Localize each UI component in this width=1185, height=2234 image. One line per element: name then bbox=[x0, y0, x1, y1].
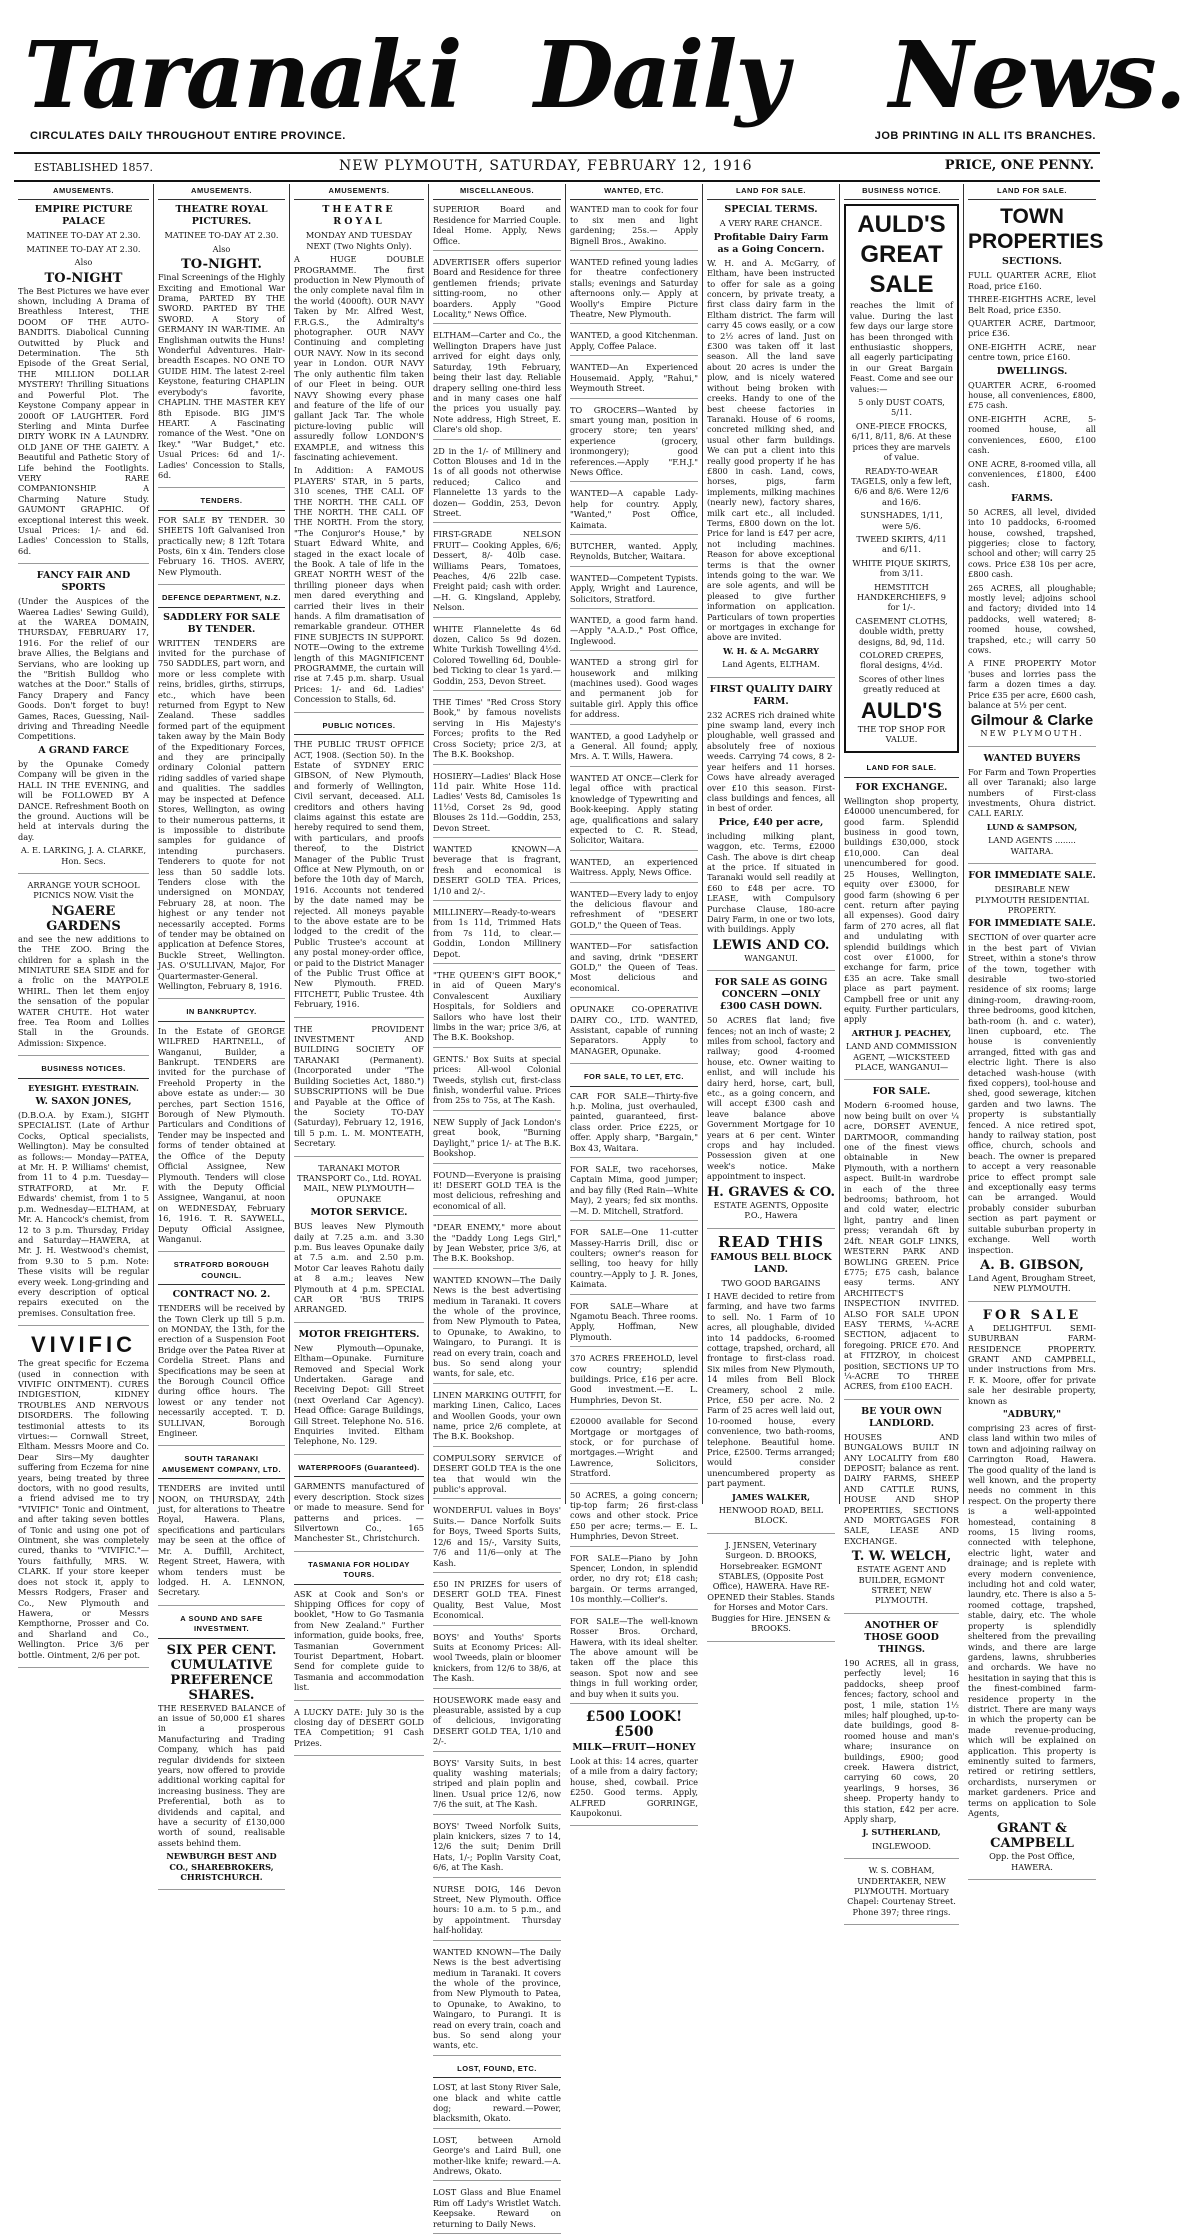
ad-good-things bbox=[844, 1620, 959, 1859]
wanted-item: WANTED a strong girl for housework and milking (machines used). Good wages and permanent job for suitable girl. Apply this office for address. bbox=[570, 657, 698, 724]
ad-line: Also bbox=[212, 243, 231, 254]
classified-item: 2D in the 1/- of Millinery and Cotton Blouses and 1d in the 1s of all goods not otherwise reduced; Calico and Flannelette 13 yards to the dozen— Goddin, 253, Devon Street. bbox=[433, 446, 561, 524]
masthead-title-word-1: Taranaki bbox=[24, 21, 461, 129]
ad-body: THE PROVIDENT INVESTMENT AND BUILDING SOCIETY OF TARANAKI (Permanent). (Incorporated under "The Building Societies Act, 1880.") SUBSCRIPTIONS will be Due and Payable at the Office of the Society TO-DAY (Saturday), February 12, 1916, till 5 p.m. L. M. MONTEATH, Secretary. bbox=[294, 1023, 424, 1149]
ad-title: SIX PER CENT. CUMULATIVE PREFERENCE SHARES. bbox=[166, 1642, 277, 1703]
wanted-item: BUTCHER, wanted. Apply, Reynolds, Butcher, Waitara. bbox=[570, 541, 698, 567]
ad-fancy-fair bbox=[18, 570, 149, 874]
ad-signature: A. B. GIBSON, bbox=[980, 1257, 1084, 1273]
classified-item: ADVERTISER offers superior Board and Residence for three gentlemen friends; private sitting-room, no other boarders. Apply "Good Locality," News Office. bbox=[433, 257, 561, 324]
ad-tender-iron bbox=[158, 515, 285, 585]
property-item: QUARTER ACRE, 6-roomed house, all conveniences, £800, £75 cash. bbox=[968, 379, 1096, 411]
ad-body: A DELIGHTFUL SEMI-SUBURBAN FARM-RESIDENCE PROPERTY. GRANT AND CAMPBELL, under instructions from Mrs. F. K. Moore, offer for private sale her desirable property, known as bbox=[968, 1322, 1096, 1406]
ad-line: MATINEE TO-DAY AT 2.30. bbox=[26, 243, 141, 254]
classified-item: HOSIERY—Ladies' Black Hose 11d pair. White Hose 11d. Ladies' Vests 8d, Camisoles 1s 11½d, Corset 2s 9d, good Blouses 2s 11d.—Goddin, 253, Devon Street. bbox=[433, 771, 561, 838]
ad-signature-line: LAND AGENTS ........ WAITARA. bbox=[988, 835, 1076, 856]
ad-body: J. JENSEN, Veterinary Surgeon. D. BROOKS, Horsebreaker. EGMONT STABLES, (Opposite Post Office), HAWERA. Have RE-OPENED their Stables. Stands for Horses and Motor Cars. Buggies for Hire. JENSEN & BROOKS. bbox=[707, 1539, 835, 1634]
ad-tag: EYESIGHT. EYESTRAIN. bbox=[28, 1082, 139, 1093]
for-sale-item: CAR FOR SALE—Thirty-five h.p. Molina, just overhauled, painted, guaranteed, first-class order. Price £225, or offer. Apply sharp, "Bargain," Box 43, Waitara. bbox=[570, 1091, 698, 1158]
ad-body: 190 ACRES, all in grass, perfectly level; 16 paddocks, sheep proof fences; factory, school and post, 1 mile, station 1½ miles; half ploughed, up-to-date buildings, good 8-roomed house and man's whare; insurance on buildings, £900; good creek. Hawera district, carrying 60 cows, 20 yearlings, 9 horses, 36 sheep. Property handy to this station, £42 per acre. Apply sharp, bbox=[844, 1657, 959, 1824]
ad-going-concern bbox=[707, 977, 835, 1228]
classified-item: WANTED KNOWN—The Daily News is the best advertising medium in Taranaki. It covers the whole of the province, from New Plymouth to Patea, to Opunake, to Awakino, to Waingaro, to Purangi. It is read on every train, coach and bus. So send along your wants, for sale, etc. bbox=[433, 1275, 561, 1384]
ad-body: THE PUBLIC TRUST OFFICE ACT, 1908. (Section 50). In the Estate of SYDNEY ERIC GIBSON, of New Plymouth, and formerly of Wellington, Civil servant, deceased. ALL creditors and others having claims against this estate are hereby required to send them, with particulars, and proofs thereof, to the District Manager of the Public Trust Office at New Plymouth, on or before the 10th day of March, 1916. Accounts not tendered by the date named may be rejected. All moneys payable to the above estate are to be lodged to the credit of the Public Trustee's account at any postal money-order office, or paid to the District Manager of the Public Trust Office at New Plymouth. FRED. FITCHETT, Public Trustee. 4th February, 1916. bbox=[294, 739, 424, 1010]
ad-line: Also bbox=[74, 257, 93, 268]
classified-item: NURSE DOIG, 146 Devon Street, New Plymouth. Office hours: 10 a.m. to 5 p.m., and by appointment. Thursday half-holiday. bbox=[433, 1884, 561, 1941]
ad-subtitle: A GRAND FARCE bbox=[38, 744, 129, 756]
ad-signature: J. SUTHERLAND, bbox=[862, 1827, 941, 1838]
classified-item: COMPULSORY SERVICE of DESERT GOLD TEA is the one tea that would win the public's approval. bbox=[433, 1453, 561, 1500]
ad-body: TENDERS will be received by the Town Clerk up till 5 p.m. on MONDAY, the 13th, for the erection of a Suspension Foot Bridge over the Patea River at Cordelia Street. Plans and Specifications may be seen at the Borough Council Office during office hours. The lowest or any tender not necessarily accepted. T. D. SULLIVAN, Borough Engineer. bbox=[158, 1303, 285, 1439]
column-2 bbox=[154, 184, 290, 1883]
ad-signature: LEWIS AND CO. bbox=[712, 937, 830, 953]
ad-title: AULD'S GREAT SALE bbox=[857, 211, 946, 299]
column-heading: WANTED, ETC. bbox=[570, 184, 698, 200]
ad-line: MONDAY AND TUESDAY NEXT (Two Nights Only). bbox=[305, 230, 413, 251]
ad-subtitle: FAMOUS BELL BLOCK LAND. bbox=[710, 1251, 832, 1275]
for-sale-item: 370 ACRES FREEHOLD, level cow country; splendid buildings. Price, £16 per acre. Good investment.—E. L. Humphries, Devon St. bbox=[570, 1353, 698, 1410]
classified-item: THE Times' "Red Cross Story Book," by famous novelists serving in His Majesty's Forces; profits to the Red Cross Society; price 2/3, at The B.K. Bookshop. bbox=[433, 697, 561, 764]
ad-body: I HAVE decided to retire from farming, and have two farms to sell. No. 1 Farm of 10 acres, all ploughable, divided into 14 paddocks, 6-roomed cottage, trapshed, orchard, all frontage to first-class road. Six miles from New Plymouth, 14 miles from Bell Block Creamery, school 2 mile. Price, £50 per acre. No. 2 Farm of 25 acres well laid out, 10-roomed house, every convenience, two bath-rooms, telephone. Beautiful home. Price, £2500. Terms arranged; would consider unencumbered property as part payment. bbox=[707, 1290, 835, 1489]
ad-motor-freighters bbox=[294, 1329, 424, 1455]
property-item: QUARTER ACRE, Dartmoor, price £36. bbox=[968, 318, 1096, 339]
ad-title: BE YOUR OWN LANDLORD. bbox=[861, 1405, 942, 1429]
for-sale-list bbox=[570, 1091, 698, 1704]
ad-tag: TWO GOOD BARGAINS bbox=[721, 1277, 821, 1288]
column-3 bbox=[290, 184, 429, 1748]
classified-item: LINEN MARKING OUTFIT, for marking Linen, Calico, Laces and Woollen Goods, your own name, price 2/6 complete, at The B.K. Bookshop. bbox=[433, 1390, 561, 1447]
ad-line: ARRANGE YOUR SCHOOL PICNICS NOW. Visit the bbox=[27, 879, 140, 901]
ad-theatre-royal bbox=[294, 204, 424, 712]
ad-title: FOR SALE bbox=[982, 1307, 1082, 1323]
wanted-item: WANTED, a good Ladyhelp or a General. All found; apply, Mrs. A. T. Wills, Hawera. bbox=[570, 731, 698, 767]
ad-body: HOUSES AND BUNGALOWS BUILT IN ANY LOCALITY from £80 DEPOSIT; balance as rent. DAIRY FARMS, SHEEP AND CATTLE RUNS, HOUSE AND SHOP PROPERTIES, SECTIONS AND MORTGAGES FOR SALE, LEASE AND EXCHANGE. bbox=[844, 1431, 959, 1546]
for-sale-item: FOR SALE—Whare at Ngamotu Beach. Three rooms. Apply, Hoffman, New Plymouth. bbox=[570, 1301, 698, 1348]
ad-lucky-date bbox=[294, 1707, 424, 1757]
ad-title: THEATRE ROYAL PICTURES. bbox=[175, 204, 268, 228]
for-sale-item: £20000 available for Second Mortgage or mortgages of stock, or for purchase of mortgages.—Wright and Lawrence, Solicitors, Stratford. bbox=[570, 1416, 698, 1483]
ad-subtitle: SECTIONS. bbox=[1002, 256, 1062, 268]
column-heading: MISCELLANEOUS. bbox=[433, 184, 561, 200]
ad-body: ASK at Cook and Son's or Shipping Offices for copy of booklet, "How to Go Tasmania from New Zealand." Further information, guide books, free, Tasmanian Government Tourist Department, Hobart. Send for complete guide to Tasmania and accommodation list. bbox=[294, 1588, 424, 1693]
ad-body: Modern 6-roomed house, now being built on over ¼ acre, DORSET AVENUE, DARTMOOR, commanding one of the finest views obtainable in New Plymouth, with a northern aspect. Built-in wardrobe in each of the three bedrooms; bathroom, hot and cold water, electric light, pantry and linen press; verandah 6ft by 24ft. NEAR GOLF LINKS, WESTERN PARK AND BOWLING GREEN. Price £775; £75 cash, balance easy terms. ANY ARCHITECT'S INSPECTION INVITED. ALSO FOR SALE UPON EASY TERMS, ¼-ACRE SECTION, adjacent to foregoing. PRICE £70. And at FITZROY, in choicest position, SECTIONS UP TO ¼-ACRE TO THREE ACRES, from £100 EACH. bbox=[844, 1100, 959, 1392]
section-heading: WATERPROOFS (Guaranteed). bbox=[294, 1461, 424, 1477]
ad-body: New Plymouth—Opunake, Eltham—Opunake. Furniture Removed and Special Work Undertaken. Garage and Receiving Depot: Gill Street (next Overland Car Agency). Head Office: Garage Buildings, Gill Street. Telephone No. 516. Enquiries invited. Eltham Telephone, No. 129. bbox=[294, 1342, 424, 1447]
ad-signature: T. W. WELCH, bbox=[851, 1549, 952, 1565]
lost-found-item: LOST Glass and Blue Enamel Rim off Lady's Wristlet Watch. Keepsake. Reward on returning to Daily News. bbox=[433, 2187, 561, 2234]
sale-item: CASEMENT CLOTHS, double width, pretty designs, 8d, 9d, 11d. bbox=[855, 615, 948, 647]
for-sale-item: 50 ACRES, a going concern; tip-top farm; 26 first-class cows and other stock. Price £50 per acre; terms.— E. L. Humphries, Devon Street. bbox=[570, 1490, 698, 1547]
ad-line: A VERY RARE CHANCE. bbox=[719, 218, 823, 229]
wanted-item: WANTED—A capable Lady-help for country. Apply, "Wanted," Post Office, Kaimata. bbox=[570, 488, 698, 535]
ad-body: Final Screenings of the Highly Exciting and Emotional War Drama, PARTED BY THE SWORD. PARTED BY THE SWORD. A Story of GERMANY IN WAR-TIME. An Englishman outwits the Huns! Wonderful Adventures. Hair-breadth Escapes. NO ONE TO GUIDE HIM. The latest 2-reel Keystone, featuring CHAPLIN everybody's favorite, CHAPLIN. THE MASTER KEY 8th Episode. BIG JIM'S HEART. A Fascinating romance of the West. "One on Ikey." "War Budget," etc. Usual Prices: 6d and 1/-. Ladies' Concession to Stalls, 6d. bbox=[158, 272, 285, 480]
sale-item-list bbox=[850, 397, 953, 671]
ad-body: THE RESERVED BALANCE of an issue of 50,000 £1 shares in a prosperous Manufacturing and Trading Company, which has paid regular dividends for sixteen years, now offered to provide additional working capital for increasing business. They are Preferential, both as to dividends and capital, and have a security of £130,000 worth of sound, realisable assets behind them. bbox=[158, 1702, 285, 1848]
column-heading: BUSINESS NOTICE. bbox=[844, 184, 959, 200]
ad-theatre-royal-pictures bbox=[158, 204, 285, 488]
sale-item: COLORED CREPES, floral designs, 4½d. bbox=[859, 650, 944, 671]
classified-item: WHITE Flannelette 4s 6d dozen, Calico 5s 9d dozen. White Turkish Towelling 4½d. Colored Towelling 6d, Double-bed Ticking to clear 1s yard.— Goddin, 253, Devon Street. bbox=[433, 624, 561, 691]
ad-line: TARANAKI MOTOR TRANSPORT Co., Ltd. ROYAL MAIL, NEW PLYMOUTH—OPUNAKE bbox=[297, 1162, 421, 1204]
column-heading: AMUSEMENTS. bbox=[158, 184, 285, 200]
section-heading: FOR SALE, TO LET, ETC. bbox=[570, 1070, 698, 1086]
ad-title: VIVIFIC bbox=[30, 1332, 136, 1358]
for-sale-item: FOR SALE—Piano by John Spencer, London, in splendid order, no dry rot; £18 cash; bargain. Or terms arranged, 10s monthly.—Collier's. bbox=[570, 1553, 698, 1610]
ad-mcgarry bbox=[707, 204, 835, 677]
section-heading: SOUTH TARANAKI AMUSEMENT COMPANY, LTD. bbox=[158, 1452, 285, 1479]
property-item: ONE-EIGHTH ACRE, 5-roomed house, all conveniences, £600, £100 cash. bbox=[968, 413, 1096, 456]
column-5 bbox=[566, 184, 703, 1818]
ad-signature-line: NEW PLYMOUTH. bbox=[980, 728, 1084, 739]
classified-item: SUPERIOR Board and Residence for Married Couple. Ideal Home. Apply, News Office. bbox=[433, 204, 561, 251]
wanted-list bbox=[570, 204, 698, 998]
ad-tasmania bbox=[294, 1589, 424, 1701]
ad-title: CONTRACT NO. 2. bbox=[172, 1289, 271, 1301]
ad-signature: W. H. & A. McGARRY bbox=[723, 645, 819, 656]
ad-waterproofs bbox=[294, 1481, 424, 1551]
ad-title: FOR SALE. bbox=[872, 1086, 931, 1098]
ad-body: A HUGE DOUBLE PROGRAMME. The first production in New Plymouth of the only complete naval film in the world (4000ft). OUR NAVY Taken by Mr. Alfred West, F.R.G.S., the Admiralty's photographer. OUR NAVY Continuing and completing OUR NAVY. Now in its second year in London. OUR NAVY The only authentic film taken of our Fleet in being. OUR NAVY Showing every phase and feature of the life of our gallant Jack Tar. The whole picture-loving public will assuredly follow LONDON'S EXAMPLE, and witness this fascinating achievement. bbox=[294, 254, 424, 462]
wanted-item: WANTED—Competent Typists. Apply, Wright and Laurence, Solicitors, Stratford. bbox=[570, 573, 698, 609]
ad-ngaere-gardens bbox=[18, 880, 149, 1056]
ad-signature-line: WANGANUI. bbox=[744, 952, 798, 963]
ad-subtitle: FOR IMMEDIATE SALE. bbox=[968, 918, 1096, 930]
section-heading: LAND FOR SALE. bbox=[844, 761, 959, 777]
classified-item: FOUND—Everyone is praising it! DESERT GOLD TEA is the most delicious, refreshing and economical of all. bbox=[433, 1170, 561, 1217]
wanted-item: WANTED, a good farm hand.—Apply "A.A.D.," Post Office, Inglewood. bbox=[570, 615, 698, 651]
column-heading: LAND FOR SALE. bbox=[707, 184, 835, 200]
section-heading: A SOUND AND SAFE INVESTMENT. bbox=[158, 1612, 285, 1639]
ad-egmont-stables bbox=[707, 1540, 835, 1642]
ad-body: including milking plant, waggon, etc. Terms, £2000 Cash. The above is dirt cheap at the price. If situated in Taranaki would sell readily at £60 to £48 per acre. TO LEASE, with Compulsory Purchase Clause, 180-acre Dairy Farm, in one or two lots, with buildings. Apply bbox=[707, 830, 835, 935]
dateline bbox=[14, 158, 1100, 180]
ad-body: For Farm and Town Properties all over Taranaki; also large numbers of First-class investments, Ohura district. CALL EARLY. bbox=[968, 766, 1096, 819]
property-item: ONE-EIGHTH ACRE, near centre town, price £160. bbox=[968, 341, 1096, 363]
price: PRICE, ONE PENNY. bbox=[944, 158, 1094, 173]
ad-empire-picture-palace bbox=[18, 204, 149, 564]
wanted-item: WANTED, a good Kitchenman. Apply, Coffee Palace. bbox=[570, 330, 698, 356]
section-heading: DEFENCE DEPARTMENT, N.Z. bbox=[158, 591, 285, 607]
ad-subtitle: DWELLINGS. bbox=[996, 365, 1068, 377]
ad-cobham bbox=[844, 1865, 959, 1925]
ad-signature-line: Opp. the Post Office, HAWERA. bbox=[989, 1851, 1075, 1872]
column-heading: LAND FOR SALE. bbox=[968, 184, 1096, 200]
ad-body: (D.B.O.A. by Exam.), SIGHT SPECIALIST. (Late of Arthur Cocks, Optical specialists, Wellington). May be consulted as follows:— Monday—PATEA, at Mr. H. P. Williams' chemist, from 11 to 4 p.m. Tuesday—STRATFORD, at Mr. F. Edwards' chemist, from 1 to 5 p.m. Wednesday—ELTHAM, at Mr. A. Hancock's chemist, from 12 to 3 p.m. Thursday, Friday and Saturday—HAWERA, at Mr. J. H. Westwood's chemist, from 9.30 to 5 p.m. Note: These visits will be regular every week. Long-grinding and every description of optical repairs executed on the premises. Consultation free. bbox=[18, 1110, 149, 1318]
ad-body: GARMENTS manufactured of every description. Stock sizes or made to measure. Send for patterns and prices. —Silvertown Co., 165 Manchester St., Christchurch. bbox=[294, 1481, 424, 1544]
ad-signature-line: ESTATE AGENTS, Opposite P.O., Hawera bbox=[713, 1199, 829, 1221]
ad-body: comprising 23 acres of first-class land within two miles of town and adjoining railway on Carrington Road, Hawera. The good quality of the land is well known, and the property needs no comment in this respect. On the property there is a well-appointed homestead, containing 8 rooms, 15 living rooms, connected with telephone, electric light, water and drainage; and is replete with every modern convenience, including hot and cold water, laundry, etc. There is also a 5-roomed cottage, trapshed, stable, dairy, etc. The whole property is splendidly sheltered from the prevailing winds, and there are large gardens, lawns, shrubberies and orchards. We have no hesitation in saying that this is the finest-combined farm-residence property in the district. There are many ways in which the property can be made revenue-producing, which will be explained on application. This property is eminently suited to farmers, retired or retiring settlers, orchardists, nurserymen or market gardeners. Price and terms on application to Sole Agents, bbox=[968, 1422, 1096, 1818]
ad-body: Look at this: 14 acres, quarter of a mile from a dairy factory; house, shed, cowbail. Price £250. Good terms. Apply, ALFRED GORRINGE, Kaupokonui. bbox=[570, 1755, 698, 1818]
tagline-left: CIRCULATES DAILY THROUGHOUT ENTIRE PROVINCE. bbox=[30, 130, 346, 142]
ad-body: Wellington shop property, £40000 unencumbered, for good farm. Splendid business in good town, buildings £30,000, stock £10,000. Can deal unencumbered for good. 25 Houses, Wellington, equity over £3000, for good farm (showing 6 per cent. return after paying all expenses). Good dairy farm of 270 acres, all flat and undulating with splendid buildings which cost over £1000, for exchange for farm, price £35 an acre. Take small place as part payment. Campbell free or unit any equity. Further particulars, apply bbox=[844, 795, 959, 1025]
ad-signature: H. GRAVES & CO. bbox=[707, 1184, 835, 1200]
lost-found-item: LOST, at last Stony River Sale, one black and white cattle dog; reward.—Power, blacksmith, Okato. bbox=[433, 2082, 561, 2129]
property-item: FULL QUARTER ACRE, Eliot Road, price £160. bbox=[968, 270, 1096, 291]
ad-own-landlord bbox=[844, 1406, 959, 1614]
lost-found-list bbox=[433, 2082, 561, 2234]
ad-signature: GRANT & CAMPBELL bbox=[990, 1821, 1074, 1852]
ad-signature: NEWBURGH BEST AND CO., SHAREBROKERS, CHRISTCHURCH. bbox=[166, 1851, 277, 1883]
classified-item: GENTS.' Box Suits at special prices: All-wool Colonial Tweeds, stylish cut, first-class finish, wonderful value. Prices from 25s to 75s, at The Kash. bbox=[433, 1054, 561, 1111]
ad-title: MOTOR SERVICE. bbox=[310, 1207, 408, 1219]
classified-item: FIRST-GRADE NELSON FRUIT— Cooking Apples, 6/6; Dessert, 8/- 40lb case. Williams Pears, Tomatoes, Peaches, 4/6 22lb case. Freight paid; cash with order.—H. G. Kingsland, Appleby, Nelson. bbox=[433, 529, 561, 617]
ad-signature-line: HENWOOD ROAD, BELL BLOCK. bbox=[718, 1505, 824, 1526]
classified-item: BOYS' Varsity Suits, in best quality washing materials; striped and plain poplin and linen. Usual price 12/6, now 7/6 the suit, at The Kash. bbox=[433, 1758, 561, 1815]
ad-headline: TO-NIGHT bbox=[44, 270, 123, 286]
ad-body: W. H. and A. McGarry, of Eltham, have been instructed to offer for sale as a going concern, by private treaty, a first class dairy farm in the Eltham district. The farm will carry 45 cows easily, or a cow to 2½ acres of land. Just on £300 was taken off it last season. All the land save about 20 acres is under the plow, and is nicely watered without being broken with creeks. Handy to one of the best cheese factories in Taranaki. House of 6 rooms, concreted milking shed, and usual other farm buildings. We can put a client into this really good property if he has £800 in cash. Land, cows, horses, pigs, farm implements, milking machines (nearly new), factory shares, milk cart etc., all included. Terms, £800 down on the lot. Price for land is £47 per acre, not including machines. Reason for above exceptional terms is that the owner intends going to the war. We are sole agents, and will be pleased to give further information on application. Particulars of town properties or mortgages in exchange for above are invited. bbox=[707, 257, 835, 643]
ad-body: W. S. COBHAM, UNDERTAKER, NEW PLYMOUTH. Mortuary Chapel: Courtenay Street. Phone 397; three rings. bbox=[847, 1865, 956, 1917]
sale-item: SUNSHADES, 1/11, were 5/6. bbox=[860, 510, 943, 531]
column-heading: AMUSEMENTS. bbox=[294, 184, 424, 200]
ad-title: TOWN PROPERTIES bbox=[968, 205, 1104, 254]
column-heading: AMUSEMENTS. bbox=[18, 184, 149, 200]
columns bbox=[14, 184, 1104, 2229]
ad-subtitle: MILK—FRUIT—HONEY bbox=[572, 1741, 696, 1753]
ad-body: In Addition: A FAMOUS PLAYERS' STAR, in 5 parts, 310 scenes, THE CALL OF THE NORTH. THE CALL OF THE NORTH. THE CALL OF THE NORTH. From the story, "The Conjuror's House," by Stuart Edward White, and staged in the exact locale of the Book. A tale of life in the GREAT NORTH WEST of the thrilling pioneer days when men dared everything and carried their lives in their hands. A film dramatisation of remarkable grandeur. OTHER FINE SUBJECTS IN SUPPORT. NOTE—Owing to the extreme length of this MAGNIFICENT PROGRAMME, the curtain will rise at 7.45 p.m. sharp. Usual Prices: 1/- and 6d. Ladies' Concession to Stalls, 6d. bbox=[294, 465, 424, 705]
masthead-title-word-3: News. bbox=[889, 21, 1185, 129]
ad-for-exchange bbox=[844, 782, 959, 1081]
ad-title: FIRST QUALITY DAIRY FARM. bbox=[709, 683, 833, 707]
ad-title: WANTED BUYERS bbox=[983, 752, 1081, 764]
ad-body: BUS leaves New Plymouth daily at 7.25 a.m. and 3.30 p.m. Bus leaves Opunake daily at 7.5 a.m. and 2.50 p.m. Motor Car leaves Rahotu daily at 8 a.m.; leaves New Plymouth at 4 p.m. SPECIAL CAR OR 'BUS TRIPS ARRANGED. bbox=[294, 1221, 424, 1315]
ad-title: £500 LOOK! £500 bbox=[585, 1708, 683, 1740]
ad-signature-line: Land Agents, ELTHAM. bbox=[722, 659, 820, 670]
ad-saxon-jones bbox=[18, 1083, 149, 1327]
ad-body: and see the new additions to the THE ZOO. Bring the children for a splash in the MINIATURE SEA SIDE and for a frolic on the MAYPOLE WHIRL. Then let them enjoy the sensation of the popular WATER CHUTE. Hot water free. Tea Room and Lollies Stall in the Grounds. Admission: Sixpence. bbox=[18, 933, 149, 1048]
section-heading: TASMANIA FOR HOLIDAY TOURS. bbox=[294, 1558, 424, 1585]
wanted-item: WANTED—An Experienced Housemaid. Apply, "Rahui," Weymouth Street. bbox=[570, 362, 698, 398]
ad-body: TENDERS are invited until NOON, on THURSDAY, 24th just, for alterations to Theatre Royal, Hawera. Plans, specifications and particulars may be seen at the office of Mr. A. Duffill, Architect, Regent Street, Hawera, with whom tenders must be lodged. H. A. LENNON, Secretary. bbox=[158, 1483, 285, 1598]
ad-aulds-great-sale bbox=[844, 204, 959, 753]
ad-body: The great specific for Eczema (used in connection with VIVIFIC OINTMENT). CURES INDIGESTION, KIDNEY TROUBLES AND NERVOUS DISORDERS. The following testimonial attests to its virtues:— Cornwall Street, Eltham. Messrs Moore and Co. Dear Sirs—My daughter suffering from Eczema for nine years, being treated by three doctors, with no good results, a friend advised me to try "VIVIFIC" Tonic and Ointment, and after taking seven bottles of Tonic and using one pot of Ointment, she was completely cured, thanks to "VIVIFIC."—Yours faithfully, MRS. W. CLARK. If your store keeper does not stock it, apply to Messrs Rodgers, Fraser and Co., New Plymouth and Hawera, or Messrs Kempthorne, Prosser and Co. and Sharland and Co., Wellington. Price 3/6 per bottle. Ointment, 2/6 per pot. bbox=[18, 1358, 149, 1660]
section-heading: PUBLIC NOTICES. bbox=[294, 719, 424, 735]
classified-item: BOYS' Tweed Norfolk Suits, plain knickers, sizes 7 to 14, 12/6 the suit; Denim Drill Hats, 1/-; Poplin Varsity Coat, 6/6, at The Kash. bbox=[433, 1821, 561, 1878]
wanted-item: WANTED, an experienced Waitress. Apply, News Office. bbox=[570, 857, 698, 883]
section-heading: LOST, FOUND, ETC. bbox=[433, 2062, 561, 2078]
ad-signature: AULD'S bbox=[860, 697, 942, 723]
ad-body: In the Estate of GEORGE WILFRED HARTNELL, of Wanganui, Builder, a Bankrupt. TENDERS are invited for the purchase of Freehold Property in the above estate as under:— 30 perches, part Section 1516, Borough of New Plymouth. Particulars and Conditions of Tender may be inspected and forms of tender obtained at the Office of the Deputy Official Assignee, New Plymouth. Tenders will close with the Deputy Official Assignee, Wanganui, at noon on WEDNESDAY, February 16, 1916. T. R. SAYWELL, Deputy Official Assignee, Wanganui. bbox=[158, 1025, 285, 1244]
ad-signature: JAMES WALKER, bbox=[731, 1491, 811, 1502]
masthead-rule bbox=[14, 152, 1100, 154]
ad-title: SADDLERY FOR SALE BY TENDER. bbox=[163, 611, 280, 635]
ad-body: A LUCKY DATE: July 30 is the closing day of DESERT GOLD TEA Competition; 91 Cash Prizes. bbox=[294, 1706, 424, 1748]
ad-building-society bbox=[294, 1024, 424, 1157]
masthead bbox=[14, 20, 1185, 130]
masthead-title-word-2: Daily bbox=[534, 21, 787, 129]
classified-item: HOUSEWORK made easy and pleasurable, assisted by a cup of delicious, invigorating DESERT GOLD TEA, 1/10 and 2/-. bbox=[433, 1695, 561, 1752]
ad-bankruptcy bbox=[158, 1026, 285, 1253]
dwellings-list bbox=[968, 380, 1096, 490]
ad-body: reaches the limit of value. During the last few days our large store has been thronged with enthusiastic shoppers, all eagerly participating in our Great Bargain Feast. Come and see our values:— bbox=[850, 300, 953, 394]
sale-item: TWEED SKIRTS, 4/11 and 6/11. bbox=[856, 533, 947, 555]
ad-headline: Profitable Dairy Farm as a Going Concern. bbox=[713, 231, 829, 255]
ad-immediate-sale bbox=[968, 870, 1096, 1302]
wanted-item: WANTED—For satisfaction and saving, drink "DESERT GOLD," the Queen of Teas. Most delicious and economical. bbox=[570, 941, 698, 998]
classified-item: WANTED KNOWN—The Daily News is the best advertising medium in Taranaki. It covers the whole of the province, from New Plymouth to Patea, to Opunake, to Awakino, to Waingaro, to Purangi. It is read on every train, coach and bus. So send along your wants, etc. bbox=[433, 1947, 561, 2056]
ad-body: The Best Pictures we have ever shown, including A Drama of Breathless Interest, THE DOOM OF THE AUTO-BANDITS. Diabolical Cunning Outwitted by Pluck and Determination. The 5th Episode of the Great Serial, THE MILLION DOLLAR MYSTERY! Thrilling Situations and Powerful Plot. The Keystone Company appear in 2000ft OF LAUGHTER. Ford Sterling and Minta Durfee DIRTY WORK IN A LAUNDRY. OLD JANE OF THE GAIETY. A Beautiful and Pathetic Story of Life behind the Footlights. VERY RARE COMPANIONSHIP. A Charming Nature Study. GAUMONT GRAPHIC. Of exceptional interest this week. Usual Prices: 1/- and 6d. Ladies' Concession to Stalls, 6d. bbox=[18, 285, 149, 556]
ad-headline: TO-NIGHT. bbox=[181, 257, 262, 273]
section-heading: TENDERS. bbox=[158, 494, 285, 510]
ad-body: OPUNAKE CO-OPERATIVE DAIRY CO., LTD. WANTED, Assistant, capable of running Separators. Apply to MANAGER, Opunake. bbox=[570, 1004, 698, 1056]
ad-title: EMPIRE PICTURE PALACE bbox=[34, 204, 133, 228]
ad-signature: ARTHUR J. PEACHEY, bbox=[851, 1027, 952, 1038]
ad-body: 232 ACRES rich drained white pine swamp land, every inch ploughable, well grassed and absolutely free of noxious weeds. Carrying 74 cows, 8 2-year heifers and 11 horses. Cows have already averaged over £10 this season. First-class buildings and fences, all in best of order. bbox=[707, 709, 835, 814]
ad-opunake-dairy bbox=[570, 1004, 698, 1064]
farms-list bbox=[968, 507, 1096, 711]
ad-title: FOR SALE AS GOING CONCERN —ONLY £300 CASH DOWN. bbox=[714, 977, 828, 1013]
ad-title: FOR IMMEDIATE SALE. bbox=[968, 870, 1096, 882]
wanted-item: TO GROCERS—Wanted by smart young man, position in grocery store; ten years' experience (grocery, ironmongery); good references.—Apply "F.H.J." News Office. bbox=[570, 405, 698, 483]
ad-body: by the Opunake Comedy Company will be given in the HALL IN THE EVENING, and will be FOLLOWED BY A DANCE. Refreshment Booth on the ground. Auctions will be held at intervals during the day. bbox=[18, 758, 149, 842]
ad-title: NGAERE GARDENS bbox=[46, 903, 121, 934]
classified-item: "THE QUEEN'S GIFT BOOK," in aid of Queen Mary's Convalescent Auxiliary Hospitals, for Soldiers and Sailors who have lost their limbs in the war; price 3/6, at The B.K. Bookshop. bbox=[433, 970, 561, 1048]
sale-item: 5 only DUST COATS, 5/11. bbox=[858, 397, 945, 418]
sale-item: HEMSTITCH HANDKERCHIEFS, 9 for 1/-. bbox=[856, 581, 947, 613]
sale-item: ONE-PIECE FROCKS, 6/11, 8/11, 8/6. At these prices they are marvels of value. bbox=[851, 420, 952, 463]
ad-signature: LUND & SAMPSON, bbox=[986, 821, 1078, 832]
wanted-item: WANTED AT ONCE—Clerk for legal office with practical knowledge of Typewriting and Book-keeping. Apply stating age, qualifications and salary expected to C. R. Stead, Solicitor, Waitara. bbox=[570, 773, 698, 851]
column-8 bbox=[964, 184, 1104, 1872]
wanted-item: WANTED—Every lady to enjoy the delicious flavour and refreshment of "DESERT GOLD," the Queen of Teas. bbox=[570, 889, 698, 936]
ad-body: WRITTEN TENDERS are invited for the purchase of 750 SADDLES, part worn, and more or less complete with reins, bridles, girths, stirrups, etc., which have been returned from Egypt to New Zealand. These saddles formed part of the equipment taken away by the Main Body of the Expeditionary Forces, and they are principally ordinary Colonial pattern riding saddles of varied shape and qualities. The saddles may be inspected at Defence Stores, Wellington, as owing to their numerous patterns, it is impossible to distribute samples for guidance of intending purchasers. Tenderers to quote for not less than 50 saddle lots. Tenders close with the undersigned on MONDAY, February 28, at noon. The highest or any tender not necessarily accepted. Forms of tender may be obtained on application at Defence Stores, Buckle Street, Wellington. JAS. O'SULLIVAN, Major, For Quartermaster-General. Wellington, February 8, 1916. bbox=[158, 637, 285, 991]
ad-title: READ THIS bbox=[718, 1232, 824, 1251]
section-heading: IN BANKRUPTCY. bbox=[158, 1005, 285, 1021]
dateline-rule bbox=[14, 180, 1100, 182]
ad-title: SPECIAL TERMS. bbox=[724, 204, 818, 216]
classified-list bbox=[433, 204, 561, 2055]
ad-public-trust bbox=[294, 739, 424, 1018]
ad-vivific bbox=[18, 1332, 149, 1668]
property-item: 265 ACRES, all ploughable; mostly level; adjoins school and factory; divided into 14 paddocks, well watered; 8-roomed house, cowshed, trapshed, etc.; will carry 50 cows. bbox=[968, 582, 1096, 655]
ad-title: W. SAXON JONES, bbox=[35, 1096, 132, 1108]
ad-line: MATINEE TO-DAY AT 2.30. bbox=[26, 230, 141, 241]
for-sale-item: FOR SALE, two racehorses, Captain Mima, good jumper; and bay filly (Red Rain—White May), 2 years; fed six months.—M. D. Mitchell, Stratford. bbox=[570, 1164, 698, 1221]
ad-signature-line: Land Agent, Brougham Street, NEW PLYMOUTH. bbox=[968, 1272, 1096, 1294]
ad-dartmoor bbox=[844, 1086, 959, 1399]
ad-signature: Gilmour & Clarke bbox=[970, 712, 1094, 730]
column-7 bbox=[840, 184, 964, 1917]
ad-body: SECTION of over quarter acre in the best part of Vivian Street, within a stone's throw of the town, together with desirable two-storied residence of six rooms; large dining-room, drawing-room, three bedrooms, good kitchen, bath-room (h. and c. water), linen cupboard, etc. The house is conveniently arranged, fitted with gas and electric light. There is also detached wash-house (with fixed coppers), tool-house and shed, good sewerage, kitchen garden and two lawns. The property is substantially fenced. A nice retired spot, handy to railway station, post office, church, schools and beach. The owner is prepared to accept a very reasonable price to effect prompt sale and exceptionally easy terms can be arranged. Would probably consider suburban section as part payment or suitable suburban property in exchange. Well worth inspection. bbox=[968, 932, 1096, 1255]
ad-signature-line: ESTATE AGENT AND BUILDER, EGMONT STREET, NEW PLYMOUTH. bbox=[856, 1564, 947, 1606]
ad-saddlery bbox=[158, 612, 285, 1000]
ad-town-properties bbox=[968, 204, 1104, 746]
ad-body: FOR SALE BY TENDER. 30 SHEETS 10ft Galvanised Iron practically new; 8 12ft Totara Posts, 6in x 4in. Tenders close February 16. THOS. AVERY, New Plymouth. bbox=[158, 514, 285, 577]
ad-look-500 bbox=[570, 1710, 698, 1826]
tagline-right: JOB PRINTING IN ALL ITS BRANCHES. bbox=[874, 130, 1096, 142]
ad-motor-service bbox=[294, 1163, 424, 1323]
sale-item: WHITE PIQUE SKIRTS, from 3/11. bbox=[852, 557, 951, 579]
property-item: ONE ACRE, 8-roomed villa, all conveniences, £1800, £400 cash. bbox=[968, 458, 1096, 490]
wanted-item: WANTED refined young ladies for theatre confectionery stalls; evenings and Saturday afternoons only.— Apply at Woolly's Empire Picture Theatre, New Plymouth. bbox=[570, 257, 698, 324]
ad-contract bbox=[158, 1289, 285, 1446]
ad-body: (Under the Auspices of the Waerea Ladies' Sewing Guild), at the WAREA DOMAIN, THURSDAY, FEBRUARY 17, 1916. For the relief of our brave Allies, the Belgians and Servians, who are looking up the "British Bulldog who watches at the Door." Stalls of Fancy Drapery and Fancy Goods. Don't forget to buy! Games, Races, Guessing, Nail-driving and Threading Needle Competitions. bbox=[18, 596, 149, 742]
ad-signature-line: THE TOP SHOP FOR VALUE. bbox=[857, 723, 946, 745]
ad-adbury bbox=[968, 1308, 1096, 1881]
ad-subtitle: DESIRABLE NEW PLYMOUTH RESIDENTIAL PROPERTY. bbox=[975, 884, 1089, 915]
classified-item: WANTED KNOWN—A beverage that is fragrant, fresh and economical is DESERT GOLD TEA. Prices, 1/10 and 2/-. bbox=[433, 844, 561, 901]
ad-line: MATINEE TO-DAY AT 2.30. bbox=[164, 230, 279, 241]
ad-signature-line: LAND AND COMMISSION AGENT, —WICKSTEED PLACE, WANGANUI— bbox=[845, 1041, 958, 1072]
column-1 bbox=[14, 184, 154, 1660]
lost-found-item: LOST, between Arnold George's and Laird Bull, one mother-like knife; reward.—A. Andrews, Okato. bbox=[433, 2135, 561, 2182]
ad-signature: A. E. LARKING, J. A. CLARKE, Hon. Secs. bbox=[20, 845, 147, 866]
column-6 bbox=[703, 184, 840, 1634]
for-sale-item: FOR SALE—One 11-cutter Massey-Harris Drill, disc or coulters; owner's reason for selling, too heavy for hilly country.—Apply to J. R. Jones, Kaimata. bbox=[570, 1227, 698, 1294]
ad-amusement-company bbox=[158, 1483, 285, 1605]
ad-bell-block bbox=[707, 1232, 835, 1534]
column-4 bbox=[429, 184, 566, 2229]
ad-title: THEATRE ROYAL bbox=[322, 204, 396, 228]
classified-item: "DEAR ENEMY," more about the "Daddy Long Legs Girl," by Jean Webster, price 3/6, at The B.K. Bookshop. bbox=[433, 1222, 561, 1269]
ad-price: Price, £40 per acre, bbox=[718, 816, 824, 828]
for-sale-item: FOR SALE—The well-known Rosser Bros. Orchard, Hawera, with its ideal shelter. The above amount will be taken off the place this season. Spot now and see things in full working order, and buy when it suits you. bbox=[570, 1616, 698, 1704]
ad-investment bbox=[158, 1643, 285, 1891]
ad-first-quality-dairy bbox=[707, 684, 835, 972]
ad-title: MOTOR FREIGHTERS. bbox=[298, 1328, 420, 1340]
section-heading: STRATFORD BOROUGH COUNCIL. bbox=[158, 1258, 285, 1285]
property-item: THREE-EIGHTHS ACRE, level Belt Road, price £350. bbox=[968, 294, 1096, 315]
classified-item: WONDERFUL values in Boys' Suits.— Dance Norfolk Suits for Boys, Tweed Sports Suits, 12/6 and 15/-, Varsity Suits, 7/6 and 11/6—only at The Kash. bbox=[433, 1505, 561, 1572]
classified-item: NEW Supply of Jack London's great book, "Burning Daylight," price 1/- at The B.K. Bookshop. bbox=[433, 1117, 561, 1164]
ad-signature-line: INGLEWOOD. bbox=[871, 1840, 932, 1851]
classified-item: MILLINERY—Ready-to-wears from 1s 11d, Trimmed Hats from 7s 11d, to clear.—Goddin, London Millinery Depot. bbox=[433, 907, 561, 964]
established: ESTABLISHED 1857. bbox=[34, 161, 153, 174]
sale-item: READY-TO-WEAR TAGELS, only a few left, 6/6 and 8/6. Were 12/6 and 16/6. bbox=[851, 465, 952, 507]
wanted-item: WANTED man to cook for four to six men and light gardening; 25s.— Apply Bignell Bros., Awakino. bbox=[570, 204, 698, 251]
ad-title: ANOTHER OF THOSE GOOD THINGS. bbox=[864, 1619, 939, 1655]
ad-subtitle: FARMS. bbox=[1011, 492, 1053, 504]
ad-body: 50 ACRES flat land; five fences; not an inch of waste; 2 miles from school, factory and railway; good 4-roomed house, etc. Owner waiting to enlist, and will include his dairy herd, horse, cart, bull, etc., as a going concern, and will accept £300 cash and leave balance above Government Mortgage for 10 years at 6 per cent. Winter crops and hay included. Possession given at one week's notice. Make appointment to inspect. bbox=[707, 1015, 835, 1182]
property-item: A FINE PROPERTY Motor 'buses and lorries pass the farm a dozen times a day. Price £35 per acre, £600 cash, balance at 5½ per cent. bbox=[968, 658, 1096, 711]
classified-item: ELTHAM—Carter and Co., the Wellington Drapers have just arrived for eight days only, Saturday, 19th February, being their last day. Reliable drapery selling one-third less and in many cases one half the prices you usually pay. Note address, High Street, E. Clare's old shop. bbox=[433, 330, 561, 439]
classified-item: £50 IN PRIZES for users of DESERT GOLD TEA. Finest Quality, Best Value, Most Economical. bbox=[433, 1579, 561, 1626]
ad-title: FANCY FAIR AND SPORTS bbox=[36, 570, 131, 594]
classified-item: BOYS' and Youths' Sports Suits at Economy Prices: All-wool Tweeds, plain or bloomer knickers, from 12/6 to 38/6, at The Kash. bbox=[433, 1632, 561, 1689]
section-heading: BUSINESS NOTICES. bbox=[18, 1062, 149, 1078]
sections-list bbox=[968, 270, 1096, 362]
property-item: 50 ACRES, all level, divided into 10 paddocks, 6-roomed house, cowshed, trapshed, piggeries; close to factory, school and other; will carry 25 cows. Price £38 10s per acre, £800 cash. bbox=[968, 506, 1096, 580]
ad-foot: Scores of other lines greatly reduced at bbox=[858, 673, 945, 695]
place-date: NEW PLYMOUTH, SATURDAY, FEBRUARY 12, 1916 bbox=[339, 158, 753, 174]
ad-name: "ADBURY," bbox=[1002, 1408, 1062, 1420]
ad-wanted-buyers bbox=[968, 753, 1096, 864]
ad-title: FOR EXCHANGE. bbox=[855, 781, 948, 793]
